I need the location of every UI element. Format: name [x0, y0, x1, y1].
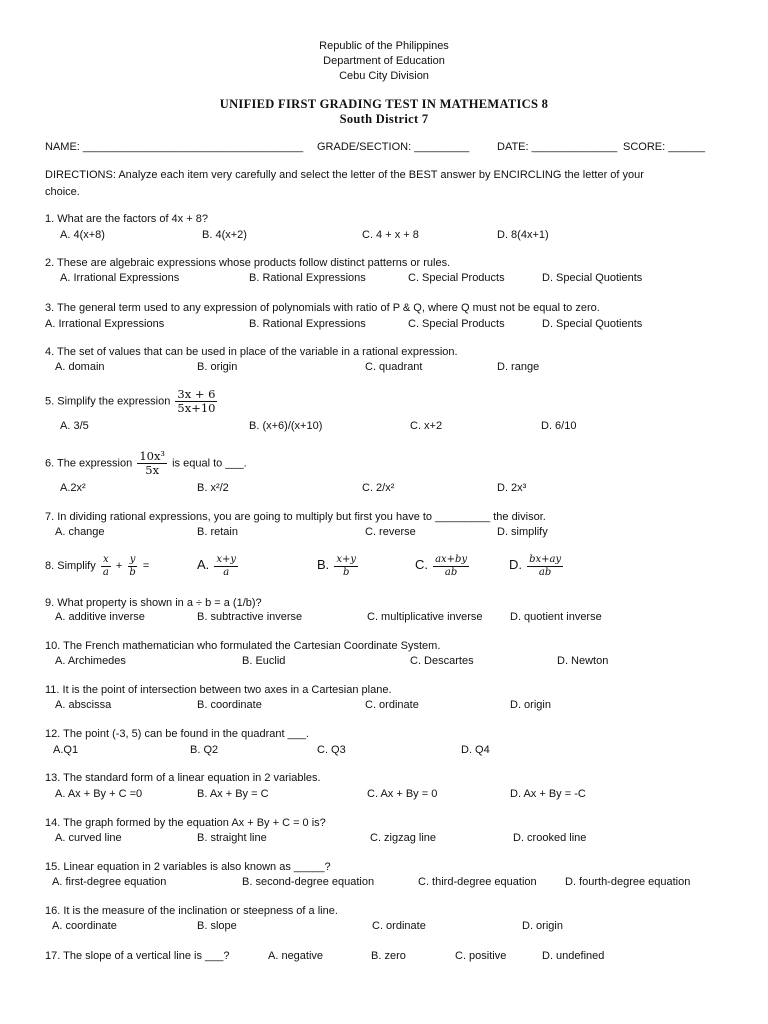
question-6-text-after: is equal to ___. — [172, 457, 247, 470]
q3-option-b[interactable]: B. Rational Expressions — [249, 318, 366, 330]
q8-fraction-x-over-a — [101, 554, 111, 578]
q8-c-denominator: ab — [444, 566, 458, 578]
q14-option-b[interactable]: B. straight line — [197, 832, 267, 844]
q10-option-b[interactable]: B. Euclid — [242, 655, 286, 667]
question-7: 7. In dividing rational expressions, you are going to multiply but first you have to _________ the divisor. — [45, 511, 546, 523]
q8-option-c-fraction — [433, 554, 469, 578]
q8-option-d-fraction — [527, 554, 563, 578]
question-8-text: 8. Simplify — [45, 559, 96, 572]
q15-option-c[interactable]: C. third-degree equation — [418, 876, 537, 888]
q8-option-a-label: A. — [197, 556, 210, 572]
q6-option-a[interactable]: A.2x² — [60, 482, 86, 494]
question-8 — [45, 554, 149, 578]
q1-option-b[interactable]: B. 4(x+2) — [202, 229, 247, 241]
question-4: 4. The set of values that can be used in place of the variable in a rational expression. — [45, 346, 458, 358]
q13-option-a[interactable]: A. Ax + By + C =0 — [55, 788, 143, 800]
q12-option-d[interactable]: D. Q4 — [461, 744, 490, 756]
question-5 — [45, 388, 219, 415]
q10-option-a[interactable]: A. Archimedes — [55, 655, 126, 667]
q2-option-b[interactable]: B. Rational Expressions — [249, 272, 366, 284]
q12-option-a[interactable]: A.Q1 — [53, 744, 79, 756]
directions-line-1: DIRECTIONS: Analyze each item very carefully and select the letter of the BEST answer by ENCIRCLING the letter of your — [45, 169, 644, 181]
q4-option-d[interactable]: D. range — [497, 361, 540, 373]
q6-fraction-numerator: 10x³ — [139, 449, 166, 463]
q5-option-a[interactable]: A. 3/5 — [60, 420, 89, 432]
q5-option-c[interactable]: C. x+2 — [410, 420, 443, 432]
q5-fraction — [175, 388, 217, 415]
header-republic: Republic of the Philippines — [319, 40, 449, 52]
directions-line-2: choice. — [45, 186, 80, 198]
q7-option-d[interactable]: D. simplify — [497, 526, 548, 538]
q8-f2-denominator: b — [129, 566, 136, 578]
q15-option-d[interactable]: D. fourth-degree equation — [565, 876, 691, 888]
q6-option-d[interactable]: D. 2x³ — [497, 482, 527, 494]
question-10: 10. The French mathematician who formulated the Cartesian Coordinate System. — [45, 640, 441, 652]
q6-fraction — [137, 450, 167, 477]
q8-a-numerator: x+y — [216, 554, 237, 565]
question-6-text: 6. The expression — [45, 457, 133, 470]
q8-c-numerator: ax+by — [435, 554, 468, 565]
q4-option-a[interactable]: A. domain — [55, 361, 105, 373]
question-5-text: 5. Simplify the expression — [45, 395, 171, 408]
q2-option-c[interactable]: C. Special Products — [408, 272, 505, 284]
q1-option-d[interactable]: D. 8(4x+1) — [497, 229, 549, 241]
q16-option-a[interactable]: A. coordinate — [52, 920, 117, 932]
q8-option-d-label: D. — [509, 556, 522, 572]
q16-option-b[interactable]: B. slope — [197, 920, 237, 932]
q8-option-c-label: C. — [415, 556, 428, 572]
q15-option-b[interactable]: B. second-degree equation — [242, 876, 375, 888]
q6-option-b[interactable]: B. x²/2 — [197, 482, 229, 494]
q15-option-a[interactable]: A. first-degree equation — [52, 876, 167, 888]
q17-option-b[interactable]: B. zero — [371, 950, 406, 962]
q16-option-d[interactable]: D. origin — [522, 920, 563, 932]
question-14: 14. The graph formed by the equation Ax + By + C = 0 is? — [45, 817, 326, 829]
q14-option-a[interactable]: A. curved line — [55, 832, 122, 844]
q8-equals: = — [142, 559, 150, 572]
q11-option-a[interactable]: A. abscissa — [55, 699, 112, 711]
q17-option-c[interactable]: C. positive — [455, 950, 507, 962]
question-6 — [45, 450, 247, 477]
q7-option-c[interactable]: C. reverse — [365, 526, 416, 538]
q8-fraction-y-over-b — [127, 554, 137, 578]
q11-option-c[interactable]: C. ordinate — [365, 699, 419, 711]
q8-option-c[interactable] — [415, 554, 471, 578]
question-16: 16. It is the measure of the inclination or steepness of a line. — [45, 905, 338, 917]
q3-option-a[interactable]: A. Irrational Expressions — [45, 318, 165, 330]
q8-option-a-fraction — [214, 554, 238, 578]
q8-b-numerator: x+y — [336, 554, 357, 565]
q8-option-a[interactable] — [197, 554, 240, 578]
q6-fraction-denominator: 5x — [145, 463, 160, 478]
q3-option-d[interactable]: D. Special Quotients — [542, 318, 643, 330]
q2-option-a[interactable]: A. Irrational Expressions — [60, 272, 180, 284]
q9-option-d[interactable]: D. quotient inverse — [510, 611, 602, 623]
q9-option-c[interactable]: C. multiplicative inverse — [367, 611, 483, 623]
test-subtitle: South District 7 — [339, 112, 429, 126]
q1-option-a[interactable]: A. 4(x+8) — [60, 229, 105, 241]
q5-fraction-denominator: 5x+10 — [177, 401, 216, 416]
q10-option-c[interactable]: C. Descartes — [410, 655, 474, 667]
q8-b-denominator: b — [342, 566, 350, 578]
q9-option-a[interactable]: A. additive inverse — [55, 611, 145, 623]
q12-option-c[interactable]: C. Q3 — [317, 744, 346, 756]
question-3: 3. The general term used to any expression of polynomials with ratio of P & Q, where Q must not be equal to zero. — [45, 302, 600, 314]
date-field[interactable]: DATE: ______________ — [497, 141, 618, 153]
q5-option-d[interactable]: D. 6/10 — [541, 420, 577, 432]
q1-option-c[interactable]: C. 4 + x + 8 — [362, 229, 419, 241]
q9-option-b[interactable]: B. subtractive inverse — [197, 611, 303, 623]
name-field[interactable]: NAME: ____________________________________ — [45, 141, 304, 153]
q7-option-a[interactable]: A. change — [55, 526, 105, 538]
question-12: 12. The point (-3, 5) can be found in the quadrant ___. — [45, 728, 309, 740]
q8-option-b-fraction — [334, 554, 358, 578]
q8-f1-numerator: x — [102, 554, 109, 565]
question-9: 9. What property is shown in a ÷ b = a (1/b)? — [45, 597, 262, 609]
q7-option-b[interactable]: B. retain — [197, 526, 238, 538]
question-15: 15. Linear equation in 2 variables is also known as _____? — [45, 861, 331, 873]
question-13: 13. The standard form of a linear equation in 2 variables. — [45, 772, 321, 784]
q2-option-d[interactable]: D. Special Quotients — [542, 272, 643, 284]
q11-option-d[interactable]: D. origin — [510, 699, 551, 711]
question-11: 11. It is the point of intersection between two axes in a Cartesian plane. — [45, 684, 392, 696]
question-2: 2. These are algebraic expressions whose products follow distinct patterns or rules. — [45, 257, 451, 269]
q12-option-b[interactable]: B. Q2 — [190, 744, 219, 756]
q8-option-b[interactable] — [317, 554, 360, 578]
test-title: UNIFIED FIRST GRADING TEST IN MATHEMATICS 8 — [219, 97, 549, 111]
question-17: 17. The slope of a vertical line is ___? — [45, 950, 230, 962]
q13-option-c[interactable]: C. Ax + By = 0 — [367, 788, 438, 800]
q8-plus: + — [115, 559, 123, 572]
q17-option-a[interactable]: A. negative — [268, 950, 324, 962]
q10-option-d[interactable]: D. Newton — [557, 655, 609, 667]
q4-option-b[interactable]: B. origin — [197, 361, 238, 373]
header-department: Department of Education — [323, 55, 445, 67]
q13-option-b[interactable]: B. Ax + By = C — [197, 788, 269, 800]
question-1: 1. What are the factors of 4x + 8? — [45, 213, 208, 225]
q8-f1-denominator: a — [102, 566, 109, 578]
q14-option-d[interactable]: D. crooked line — [513, 832, 587, 844]
grade-section-field[interactable]: GRADE/SECTION: _________ — [317, 141, 470, 153]
q8-option-b-label: B. — [317, 556, 330, 572]
q17-option-d[interactable]: D. undefined — [542, 950, 605, 962]
q16-option-c[interactable]: C. ordinate — [372, 920, 426, 932]
q6-option-c[interactable]: C. 2/x² — [362, 482, 395, 494]
q13-option-d[interactable]: D. Ax + By = -C — [510, 788, 586, 800]
q5-fraction-numerator: 3x + 6 — [177, 387, 216, 401]
q3-option-c[interactable]: C. Special Products — [408, 318, 505, 330]
q8-a-denominator: a — [223, 566, 230, 578]
q8-d-denominator: ab — [538, 566, 552, 578]
q11-option-b[interactable]: B. coordinate — [197, 699, 262, 711]
header-division: Cebu City Division — [339, 70, 429, 82]
score-field[interactable]: SCORE: ______ — [623, 141, 705, 153]
q8-f2-numerator: y — [129, 554, 136, 565]
q4-option-c[interactable]: C. quadrant — [365, 361, 423, 373]
q8-option-d[interactable] — [509, 554, 565, 578]
q8-d-numerator: bx+ay — [529, 554, 562, 565]
q14-option-c[interactable]: C. zigzag line — [370, 832, 437, 844]
q5-option-b[interactable]: B. (x+6)/(x+10) — [249, 420, 323, 432]
